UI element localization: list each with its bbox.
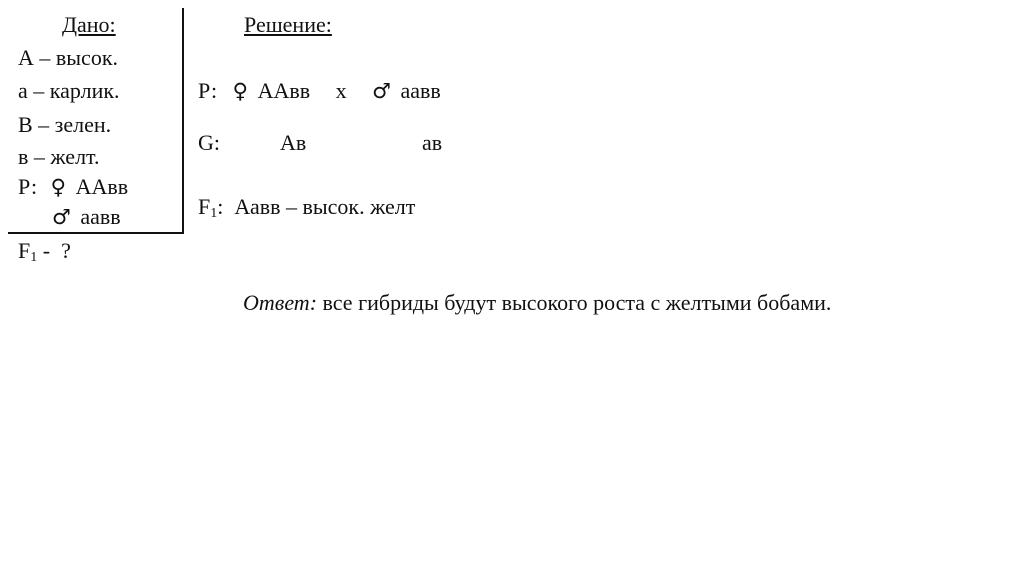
- solution-male-genotype: аавв: [400, 78, 441, 103]
- male-symbol-icon: ♂: [372, 79, 391, 103]
- answer-text: все гибриды будут высокого роста с желтыми бобами.: [317, 290, 832, 315]
- given-heading: Дано:: [62, 12, 116, 37]
- male-symbol-icon: ♂: [52, 205, 71, 229]
- solution-f-rest: : Аавв – высок. желт: [217, 194, 416, 219]
- given-line-1: А – высок.: [18, 45, 119, 70]
- solution-g-label: G:: [198, 130, 220, 155]
- solution-f1-row: [198, 194, 415, 227]
- given-male-genotype: аавв: [80, 204, 121, 229]
- solution-f-label: F: [198, 194, 211, 219]
- given-question-f: F: [18, 238, 31, 263]
- given-divider-horizontal: [8, 232, 184, 234]
- gamete-1: Ав: [280, 130, 307, 155]
- given-question-sub: 1: [30, 250, 38, 265]
- solution-female-genotype: ААвв: [257, 78, 311, 103]
- female-symbol-icon: ♀: [232, 79, 249, 103]
- female-symbol-icon: ♀: [50, 175, 67, 199]
- gamete-2: ав: [422, 130, 443, 155]
- given-parents-female: [18, 174, 128, 200]
- solution-f-sub: 1: [210, 206, 218, 221]
- given-question-rest: - ?: [37, 238, 71, 263]
- answer-label: Ответ:: [243, 290, 318, 315]
- given-line-4: в – желт.: [18, 144, 100, 169]
- cross-sign: х: [335, 78, 347, 103]
- given-question: [18, 238, 71, 271]
- solution-heading: Решение:: [244, 12, 332, 37]
- answer-line: [243, 290, 831, 316]
- given-line-3: В – зелен.: [18, 112, 112, 137]
- solution-parents-row: [198, 78, 441, 104]
- solution-p-label: Р:: [198, 78, 218, 103]
- given-parents-male: [52, 204, 121, 230]
- given-female-genotype: ААвв: [75, 174, 129, 199]
- given-divider-vertical: [182, 8, 184, 234]
- given-p-label: Р:: [18, 174, 38, 199]
- given-line-2: а – карлик.: [18, 78, 120, 103]
